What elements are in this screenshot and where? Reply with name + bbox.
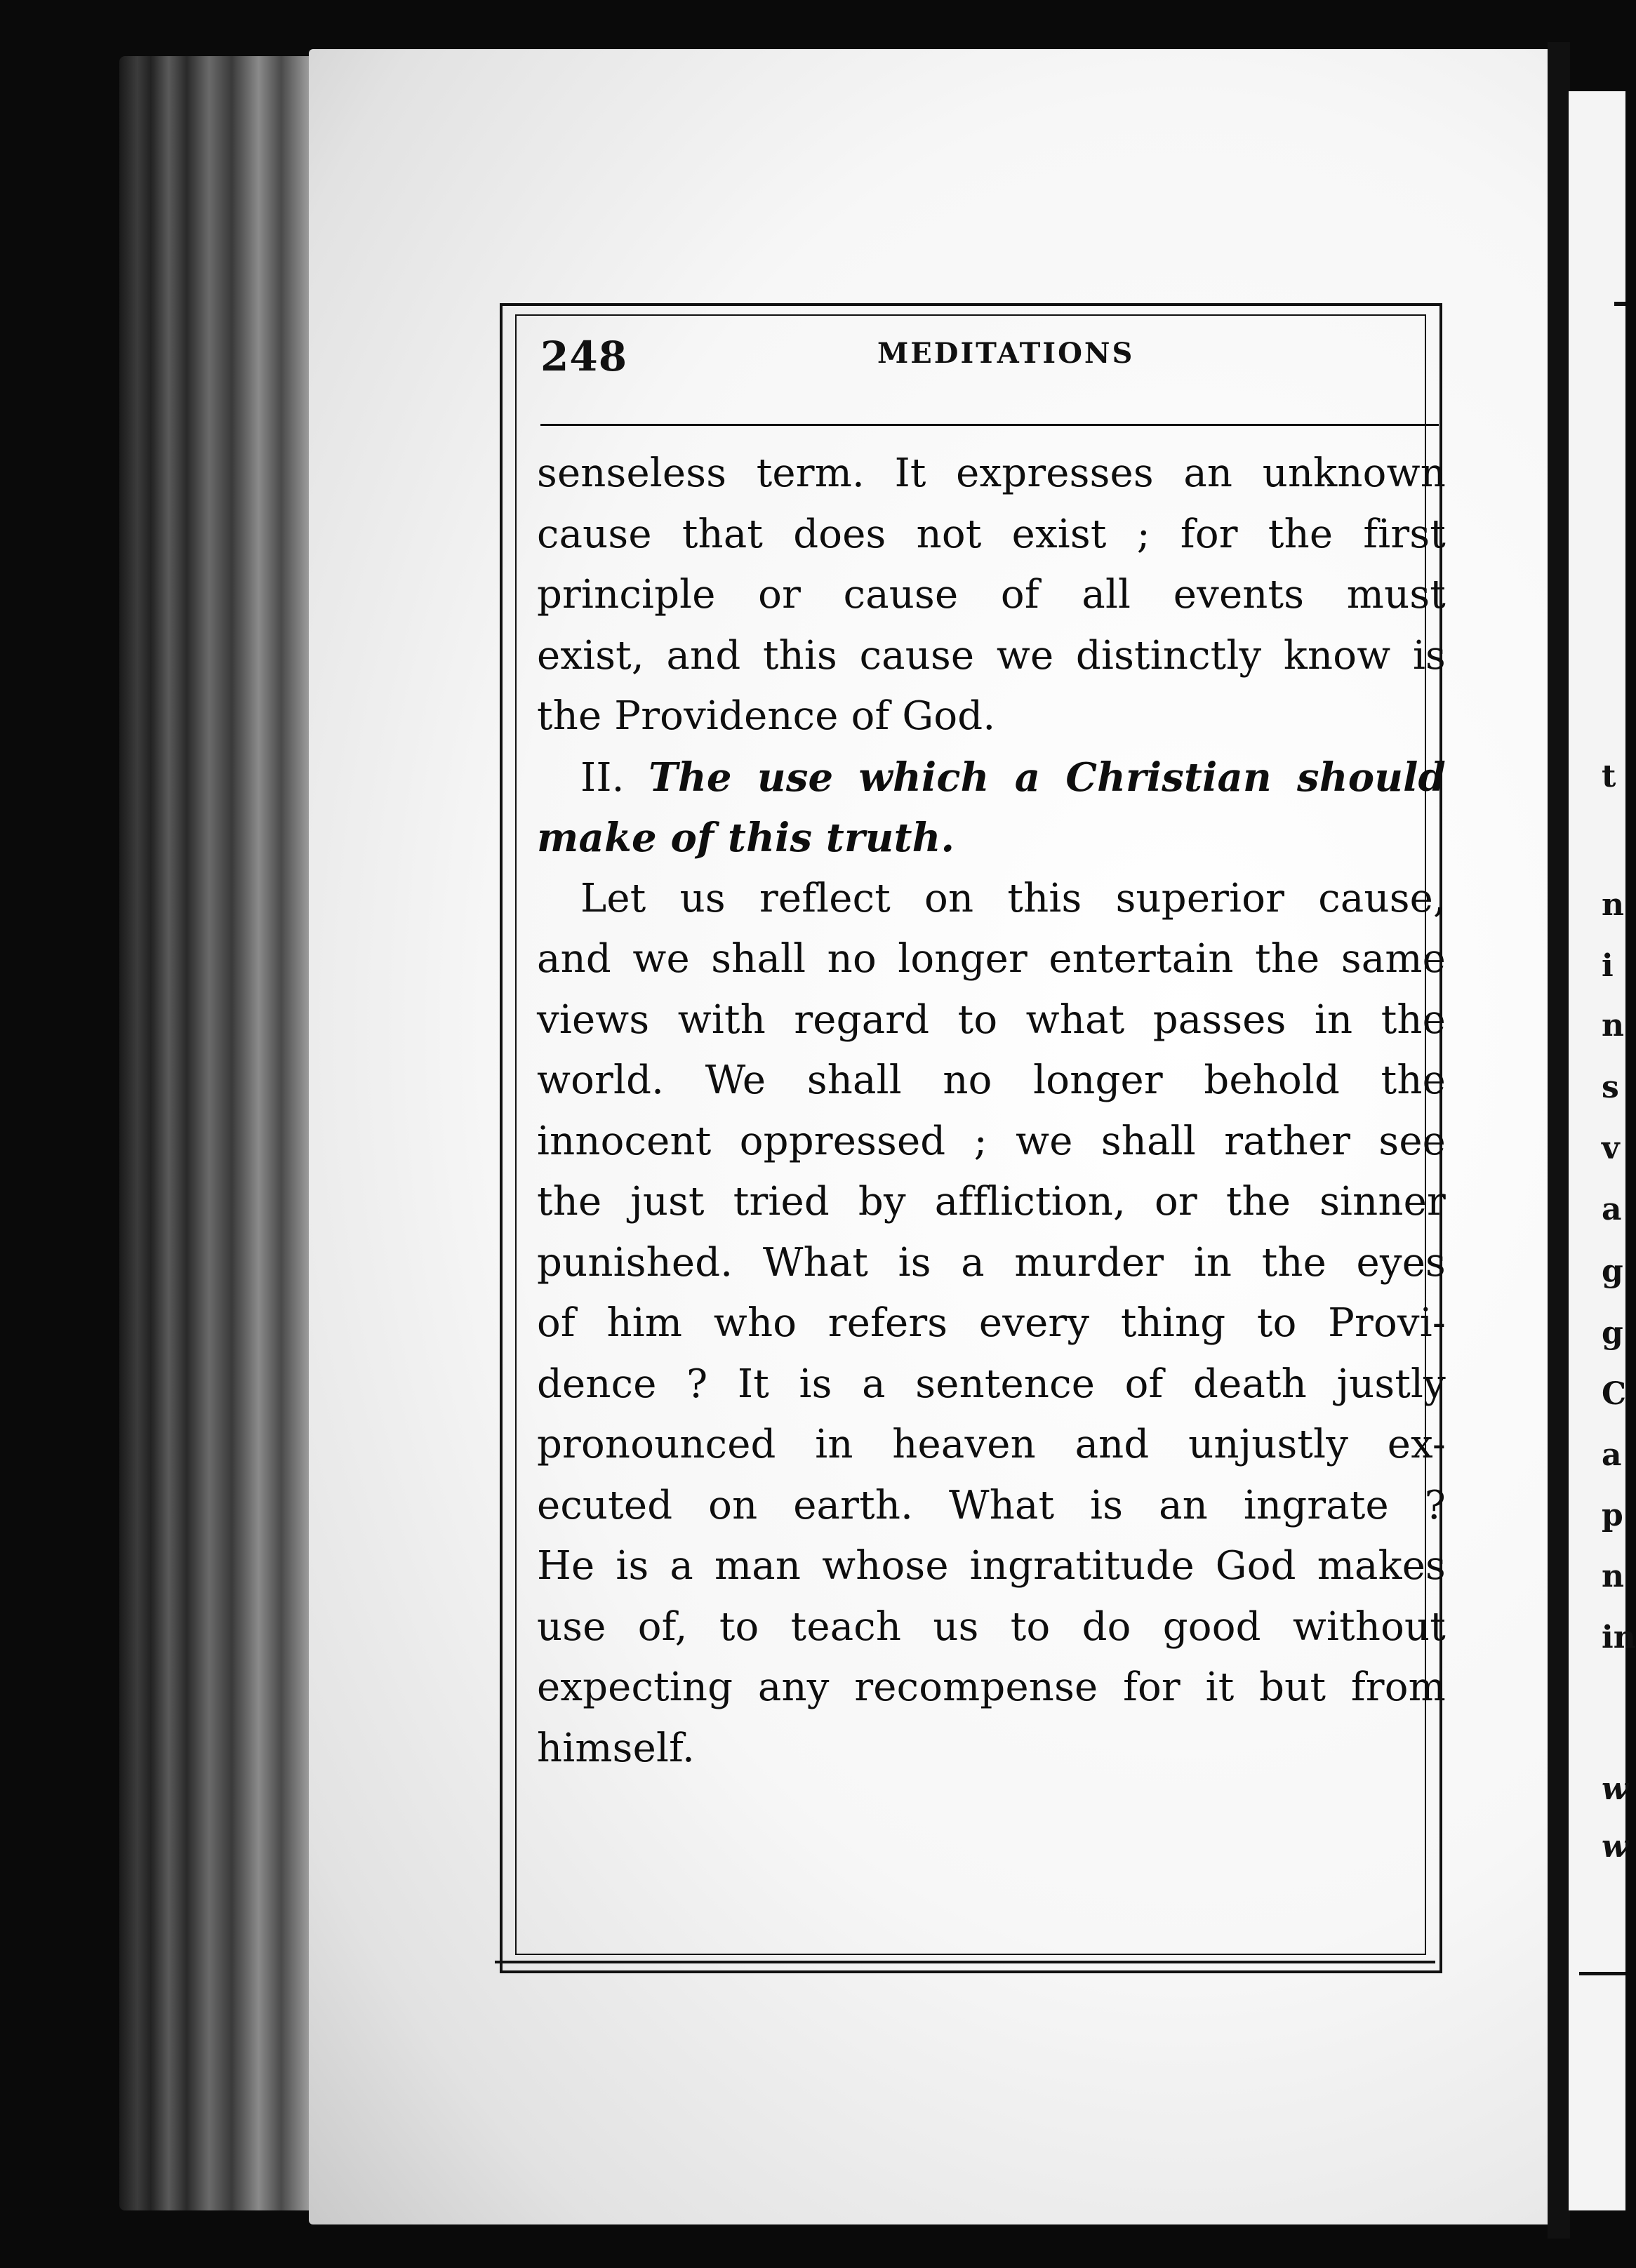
text-line: punished. What is a murder in the eyes <box>537 1239 1446 1286</box>
text-line: Let us reflect on this superior cause, <box>580 875 1446 921</box>
section-heading-text: The use which a Christian should <box>649 754 1446 801</box>
page-number: 248 <box>540 333 628 380</box>
section-numeral: II. <box>580 754 625 801</box>
text-line: pronounced in heaven and unjustly ex- <box>537 1422 1446 1467</box>
right-fragment: in <box>1602 1620 1636 1655</box>
right-fragment: g <box>1602 1315 1623 1351</box>
text-line: principle or cause of all events must <box>537 572 1446 618</box>
right-fragment: n <box>1602 1559 1624 1594</box>
text-line: of him who refers every thing to Provi- <box>537 1300 1446 1346</box>
right-fragment: p <box>1602 1497 1623 1533</box>
text-line: exist, and this cause we distinctly know is <box>537 632 1446 679</box>
text-line: cause that does not exist ; for the first <box>537 511 1446 557</box>
body-text <box>537 443 1446 1779</box>
text-line: innocent oppressed ; we shall rather see <box>537 1118 1446 1164</box>
right-fragment: t <box>1602 759 1616 794</box>
right-fragment: i <box>1602 948 1614 984</box>
text-line: expecting any recompense for it but from <box>537 1665 1446 1710</box>
text-line: use of, to teach us to do good without <box>537 1603 1446 1650</box>
header-rule <box>540 424 1439 426</box>
text-line: himself. <box>537 1725 695 1771</box>
text-line: dence ? It is a sentence of death justly <box>537 1361 1446 1407</box>
right-fragment: a <box>1602 1192 1622 1227</box>
book-gutter <box>1548 42 1570 2239</box>
right-page-border-top <box>1614 302 1625 306</box>
text-line: and we shall no longer entertain the same <box>537 936 1446 982</box>
right-fragment: v <box>1602 1130 1620 1166</box>
running-head: MEDITATIONS <box>877 337 1135 370</box>
bottom-rule <box>495 1961 1435 1963</box>
text-line: world. We shall no longer behold the <box>537 1058 1446 1103</box>
text-line: senseless term. It expresses an unknown <box>537 451 1446 496</box>
page-header <box>540 328 1418 385</box>
right-fragment: g <box>1602 1253 1623 1289</box>
text-line: views with regard to what passes in the <box>537 996 1446 1043</box>
right-fragment: n <box>1602 887 1624 923</box>
right-fragment: a <box>1602 1437 1622 1473</box>
text-line: the Providence of God. <box>537 693 996 739</box>
right-page-border-bottom <box>1579 1972 1625 1975</box>
text-line: ecuted on earth. What is an ingrate ? <box>537 1482 1446 1528</box>
text-line: the just tried by affliction, or the sinner <box>537 1179 1446 1225</box>
section-heading <box>537 747 1446 808</box>
right-fragment: w <box>1602 1829 1628 1865</box>
text-line: He is a man whose ingratitude God makes <box>537 1543 1446 1589</box>
right-fragment: C <box>1602 1376 1627 1412</box>
right-fragment: n <box>1602 1008 1624 1043</box>
right-fragment: s <box>1602 1069 1619 1105</box>
section-heading-continued: make of this truth. <box>537 815 955 861</box>
right-fragment: w <box>1602 1771 1628 1807</box>
